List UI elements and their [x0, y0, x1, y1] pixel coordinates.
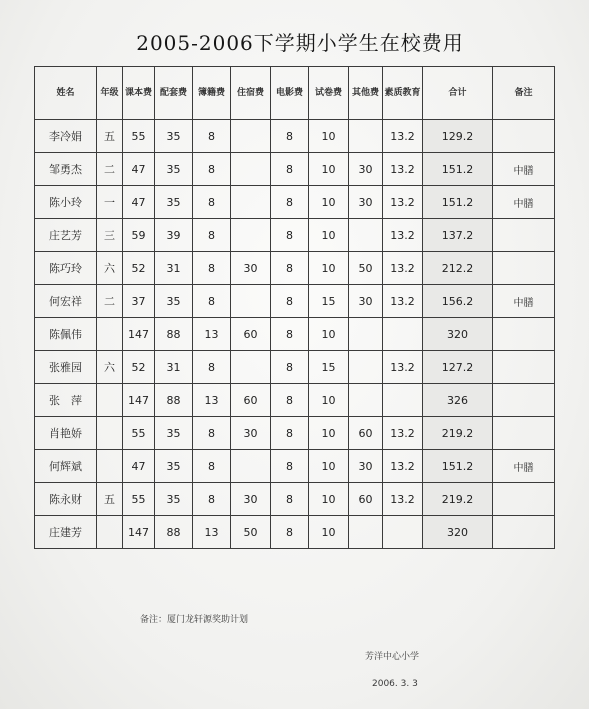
col-header-name: 姓名: [35, 67, 97, 120]
cell-name: 张雅园: [35, 351, 97, 384]
cell-movie-fee: 8: [271, 384, 309, 417]
cell-boarding-fee: [231, 186, 271, 219]
cell-exam-paper-fee: 10: [309, 384, 349, 417]
col-header-movie-fee: 电影费: [271, 67, 309, 120]
cell-boarding-fee: 60: [231, 318, 271, 351]
cell-exercise-book-fee: 13: [193, 516, 231, 549]
cell-movie-fee: 8: [271, 516, 309, 549]
cell-name: 陈小玲: [35, 186, 97, 219]
cell-supplement-fee: 35: [155, 285, 193, 318]
cell-remarks: [493, 219, 555, 252]
footnote: 备注：厦门龙轩源奖助计划: [140, 615, 249, 625]
col-header-boarding-fee: 住宿费: [231, 67, 271, 120]
fee-table: [34, 66, 555, 549]
cell-other-fee: 60: [349, 483, 383, 516]
cell-grade: 六: [97, 351, 123, 384]
col-header-grade: 年级: [97, 67, 123, 120]
document-date: 2006. 3. 3: [372, 679, 418, 689]
cell-other-fee: 50: [349, 252, 383, 285]
cell-grade: [97, 516, 123, 549]
cell-name: 庄建芳: [35, 516, 97, 549]
cell-remarks: [493, 318, 555, 351]
cell-textbook-fee: 52: [123, 252, 155, 285]
cell-total: 326: [423, 384, 493, 417]
fee-table-body: [35, 120, 555, 549]
cell-name: 陈巧玲: [35, 252, 97, 285]
cell-supplement-fee: 88: [155, 318, 193, 351]
col-header-other-fee: 其他费: [349, 67, 383, 120]
cell-movie-fee: 8: [271, 153, 309, 186]
cell-quality-education: 13.2: [383, 153, 423, 186]
cell-name: 庄艺芳: [35, 219, 97, 252]
cell-name: 李冷娟: [35, 120, 97, 153]
table-row: [35, 417, 555, 450]
cell-exercise-book-fee: 8: [193, 252, 231, 285]
cell-boarding-fee: [231, 120, 271, 153]
table-row: [35, 219, 555, 252]
cell-exam-paper-fee: 10: [309, 483, 349, 516]
cell-textbook-fee: 52: [123, 351, 155, 384]
cell-exam-paper-fee: 10: [309, 153, 349, 186]
cell-other-fee: 30: [349, 285, 383, 318]
cell-boarding-fee: [231, 285, 271, 318]
cell-quality-education: 13.2: [383, 219, 423, 252]
cell-exam-paper-fee: 10: [309, 450, 349, 483]
cell-textbook-fee: 55: [123, 120, 155, 153]
cell-supplement-fee: 31: [155, 351, 193, 384]
cell-textbook-fee: 147: [123, 384, 155, 417]
cell-total: 151.2: [423, 450, 493, 483]
cell-supplement-fee: 31: [155, 252, 193, 285]
cell-grade: [97, 450, 123, 483]
cell-other-fee: [349, 120, 383, 153]
cell-boarding-fee: 30: [231, 252, 271, 285]
cell-remarks: 中膳: [493, 153, 555, 186]
cell-quality-education: 13.2: [383, 285, 423, 318]
cell-exercise-book-fee: 8: [193, 450, 231, 483]
cell-exam-paper-fee: 10: [309, 516, 349, 549]
cell-exam-paper-fee: 10: [309, 417, 349, 450]
col-header-quality-education: 素质教育: [383, 67, 423, 120]
cell-supplement-fee: 35: [155, 417, 193, 450]
cell-other-fee: [349, 318, 383, 351]
cell-movie-fee: 8: [271, 285, 309, 318]
cell-quality-education: [383, 384, 423, 417]
cell-remarks: [493, 120, 555, 153]
cell-total: 137.2: [423, 219, 493, 252]
cell-supplement-fee: 35: [155, 483, 193, 516]
table-row: [35, 120, 555, 153]
cell-movie-fee: 8: [271, 186, 309, 219]
cell-exercise-book-fee: 8: [193, 285, 231, 318]
cell-other-fee: 30: [349, 153, 383, 186]
cell-remarks: [493, 351, 555, 384]
cell-remarks: [493, 483, 555, 516]
cell-total: 320: [423, 516, 493, 549]
cell-grade: 二: [97, 153, 123, 186]
cell-movie-fee: 8: [271, 483, 309, 516]
table-row: [35, 450, 555, 483]
cell-exam-paper-fee: 10: [309, 252, 349, 285]
cell-remarks: [493, 384, 555, 417]
cell-remarks: 中膳: [493, 186, 555, 219]
cell-remarks: [493, 252, 555, 285]
cell-name: 陈永财: [35, 483, 97, 516]
cell-name: 张 萍: [35, 384, 97, 417]
table-row: [35, 516, 555, 549]
header-row: [35, 67, 555, 120]
cell-total: 127.2: [423, 351, 493, 384]
cell-quality-education: [383, 318, 423, 351]
cell-name: 何宏祥: [35, 285, 97, 318]
cell-textbook-fee: 55: [123, 417, 155, 450]
cell-exam-paper-fee: 10: [309, 318, 349, 351]
cell-supplement-fee: 88: [155, 516, 193, 549]
table-row: [35, 384, 555, 417]
cell-movie-fee: 8: [271, 417, 309, 450]
cell-total: 156.2: [423, 285, 493, 318]
cell-other-fee: [349, 384, 383, 417]
cell-boarding-fee: [231, 351, 271, 384]
cell-total: 129.2: [423, 120, 493, 153]
cell-exam-paper-fee: 10: [309, 219, 349, 252]
cell-grade: 二: [97, 285, 123, 318]
fee-table-header: [35, 67, 555, 120]
cell-quality-education: 13.2: [383, 483, 423, 516]
cell-quality-education: 13.2: [383, 186, 423, 219]
cell-boarding-fee: [231, 219, 271, 252]
cell-total: 212.2: [423, 252, 493, 285]
cell-supplement-fee: 88: [155, 384, 193, 417]
cell-grade: 三: [97, 219, 123, 252]
table-row: [35, 483, 555, 516]
cell-other-fee: [349, 219, 383, 252]
cell-movie-fee: 8: [271, 450, 309, 483]
cell-textbook-fee: 55: [123, 483, 155, 516]
cell-textbook-fee: 47: [123, 186, 155, 219]
cell-quality-education: 13.2: [383, 351, 423, 384]
cell-movie-fee: 8: [271, 120, 309, 153]
cell-name: 邹勇杰: [35, 153, 97, 186]
cell-other-fee: 30: [349, 186, 383, 219]
cell-movie-fee: 8: [271, 318, 309, 351]
cell-grade: [97, 384, 123, 417]
cell-textbook-fee: 37: [123, 285, 155, 318]
col-header-textbook-fee: 课本费: [123, 67, 155, 120]
cell-exam-paper-fee: 15: [309, 285, 349, 318]
cell-grade: 五: [97, 483, 123, 516]
school-name: 芳洋中心小学: [365, 652, 420, 662]
cell-name: 何辉斌: [35, 450, 97, 483]
cell-supplement-fee: 35: [155, 186, 193, 219]
cell-exercise-book-fee: 8: [193, 351, 231, 384]
col-header-total: 合计: [423, 67, 493, 120]
col-header-supplement-fee: 配套费: [155, 67, 193, 120]
cell-exercise-book-fee: 8: [193, 483, 231, 516]
cell-other-fee: 30: [349, 450, 383, 483]
cell-supplement-fee: 39: [155, 219, 193, 252]
table-row: [35, 351, 555, 384]
cell-boarding-fee: 30: [231, 417, 271, 450]
cell-supplement-fee: 35: [155, 120, 193, 153]
cell-quality-education: 13.2: [383, 120, 423, 153]
cell-total: 219.2: [423, 417, 493, 450]
table-row: [35, 186, 555, 219]
cell-exam-paper-fee: 10: [309, 120, 349, 153]
cell-total: 219.2: [423, 483, 493, 516]
cell-exercise-book-fee: 8: [193, 120, 231, 153]
cell-textbook-fee: 47: [123, 450, 155, 483]
cell-other-fee: [349, 516, 383, 549]
cell-textbook-fee: 147: [123, 318, 155, 351]
cell-boarding-fee: 60: [231, 384, 271, 417]
cell-total: 151.2: [423, 186, 493, 219]
cell-boarding-fee: 30: [231, 483, 271, 516]
table-row: [35, 153, 555, 186]
cell-grade: [97, 417, 123, 450]
cell-exam-paper-fee: 10: [309, 186, 349, 219]
cell-movie-fee: 8: [271, 252, 309, 285]
cell-grade: 六: [97, 252, 123, 285]
cell-total: 320: [423, 318, 493, 351]
cell-other-fee: [349, 351, 383, 384]
cell-quality-education: 13.2: [383, 252, 423, 285]
table-row: [35, 252, 555, 285]
cell-movie-fee: 8: [271, 219, 309, 252]
cell-textbook-fee: 59: [123, 219, 155, 252]
document-title: 2005-2006下学期小学生在校费用: [136, 31, 464, 55]
cell-movie-fee: 8: [271, 351, 309, 384]
cell-grade: 五: [97, 120, 123, 153]
cell-quality-education: 13.2: [383, 450, 423, 483]
cell-name: 肖艳娇: [35, 417, 97, 450]
cell-quality-education: 13.2: [383, 417, 423, 450]
cell-quality-education: [383, 516, 423, 549]
cell-boarding-fee: [231, 153, 271, 186]
cell-other-fee: 60: [349, 417, 383, 450]
table-row: [35, 318, 555, 351]
cell-exercise-book-fee: 8: [193, 219, 231, 252]
cell-textbook-fee: 47: [123, 153, 155, 186]
col-header-exam-paper-fee: 试卷费: [309, 67, 349, 120]
cell-exercise-book-fee: 8: [193, 417, 231, 450]
cell-remarks: 中膳: [493, 450, 555, 483]
cell-total: 151.2: [423, 153, 493, 186]
cell-boarding-fee: [231, 450, 271, 483]
cell-exercise-book-fee: 13: [193, 318, 231, 351]
cell-supplement-fee: 35: [155, 153, 193, 186]
cell-exercise-book-fee: 13: [193, 384, 231, 417]
cell-remarks: 中膳: [493, 285, 555, 318]
cell-exercise-book-fee: 8: [193, 186, 231, 219]
cell-exam-paper-fee: 15: [309, 351, 349, 384]
cell-remarks: [493, 516, 555, 549]
cell-grade: 一: [97, 186, 123, 219]
cell-textbook-fee: 147: [123, 516, 155, 549]
cell-name: 陈佩伟: [35, 318, 97, 351]
cell-remarks: [493, 417, 555, 450]
col-header-exercise-book-fee: 簿籍费: [193, 67, 231, 120]
cell-boarding-fee: 50: [231, 516, 271, 549]
col-header-remarks: 备注: [493, 67, 555, 120]
cell-exercise-book-fee: 8: [193, 153, 231, 186]
table-row: [35, 285, 555, 318]
cell-supplement-fee: 35: [155, 450, 193, 483]
cell-grade: [97, 318, 123, 351]
